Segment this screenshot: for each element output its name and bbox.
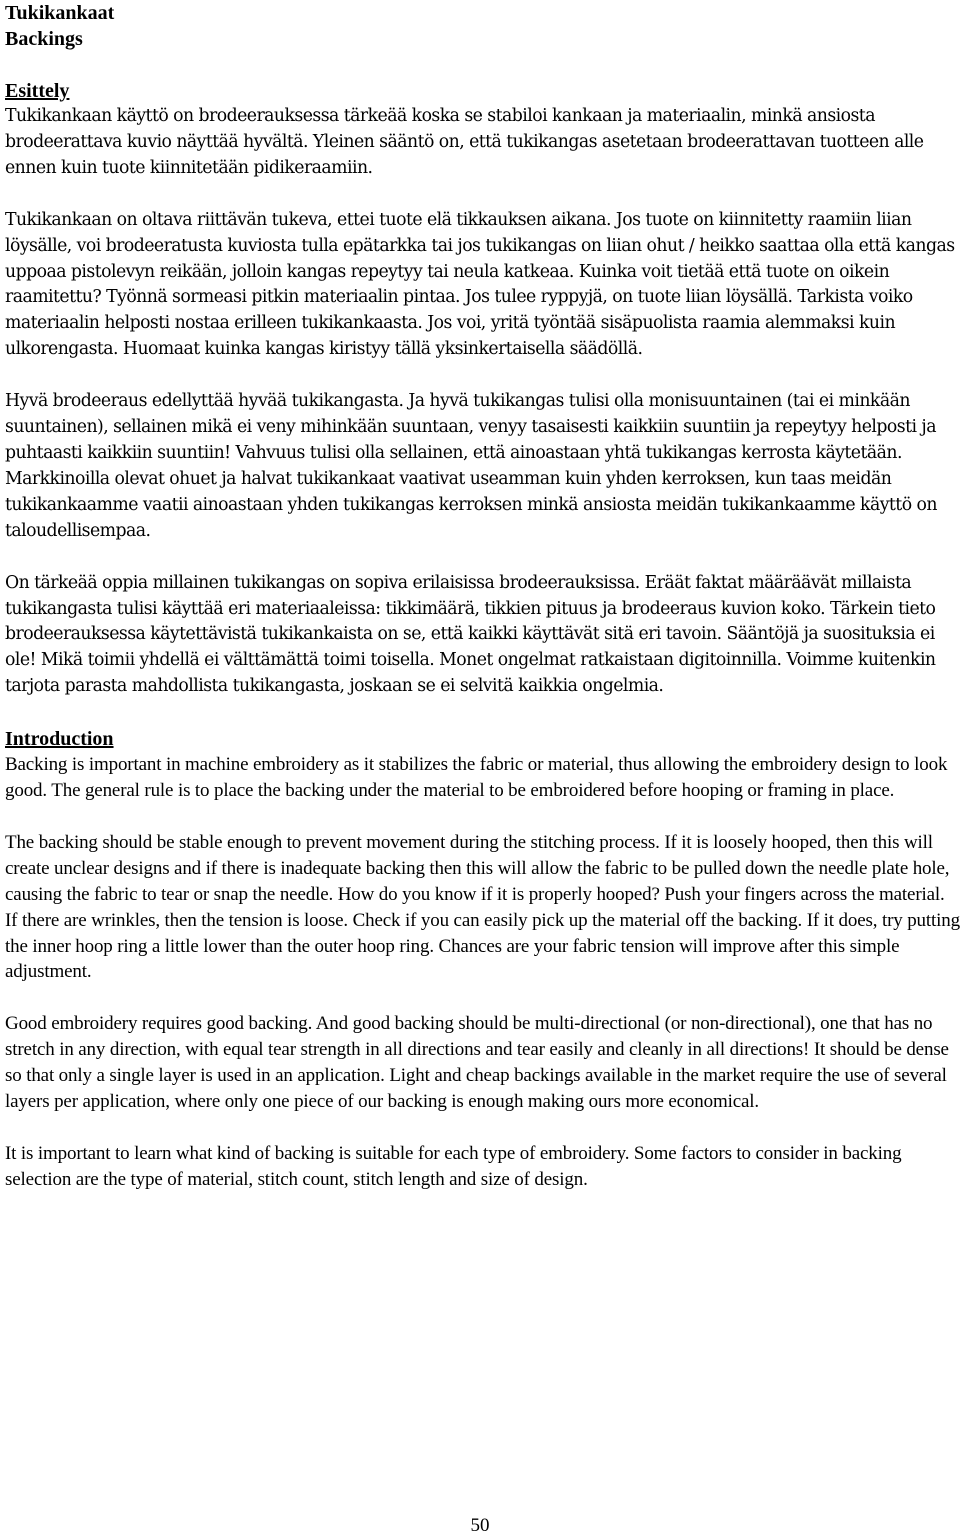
english-paragraph: Good embroidery requires good backing. And good backing should be multi-directional (or non-directional), one that has no stretch in any direction, with equal tear strength in all directions and tear easily and cleanly in all directions! It should be dense so that only a single layer is used in an application. Light and cheap backings available in the market require the use of several layers per application, where only one piece of our backing is enough making ours more economical.	[5, 1013, 949, 1113]
finnish-paragraph: On tärkeää oppia millainen tukikangas on sopiva erilaisissa brodeerauksissa. Eräät faktat määräävät millaista tukikangasta tulisi käyttää eri materiaaleissa: tikkimäärä, tikkien pituus ja brodeeraus kuvion koko. Tärkein tieto brodeerauksessa käytettävistä tukikankaista on se, että kaikki käyttävät sitä eri tavoin. Sääntöjä ja suosituksia ei ole! Mikä toimii yhdellä ei välttämättä toimi toisella. Monet ongelmat ratkaistaan digitoinnilla. Voimme kuitenkin tarjota parasta mahdollista tukikangasta, joskaan se ei selvitä kaikkia ongelmia.	[5, 572, 936, 697]
english-paragraph: The backing should be stable enough to prevent movement during the stitching process. If it is loosely hooped, then this will create unclear designs and if there is inadequate backing then this will allow the fabric to be pulled down the needle plate hole, causing the fabric to tear or snap the needle. How do you know if it is properly hooped? Push your fingers across the material. If there are wrinkles, then the tension is loose. Check if you can easily pick up the material off the backing. If it does, try putting the inner hoop ring a little lower than the outer hoop ring. Chances are your fabric tension will improve after this simple adjustment.	[5, 831, 960, 983]
document-subtitle: Backings	[5, 28, 83, 50]
english-paragraph: It is important to learn what kind of backing is suitable for each type of embroidery. Some factors to consider in backing selection are the type of material, stitch count, stitch length and size of design.	[5, 1143, 902, 1190]
document-title: Tukikankaat	[5, 2, 115, 24]
english-section-heading: Introduction	[5, 728, 114, 751]
finnish-section-heading: Esittely	[5, 80, 70, 102]
finnish-section	[5, 78, 960, 700]
page-number: 50	[470, 1515, 490, 1536]
english-paragraph: Backing is important in machine embroidery as it stabilizes the fabric or material, thus allowing the embroidery design to look good. The general rule is to place the backing under the material to be embroidered before hooping or framing in place.	[5, 754, 948, 802]
title-block	[5, 0, 960, 52]
finnish-paragraph: Tukikankaan on oltava riittävän tukeva, ettei tuote elä tikkauksen aikana. Jos tuote on kiinnitetty raamiin liian löysälle, voi brodeeratusta kuviosta tulla epätarkka tai jos tukikangas on liian ohut / heikko saattaa olla että kangas uppoaa pistolevyn reikään, jolloin kangas repeytyy tai neula katkeaa. Kuinka voit tietää että tuote on oikein raamitettu? Työnnä sormeasi pitkin materiaalin pintaa. Jos tulee ryppyjä, on tuote liian löysällä. Tarkista voiko materiaalin helposti nostaa erilleen tukikankaasta. Jos voi, yritä työntää sisäpuolista raamia alemmaksi kuin ulkorengasta. Huomaat kuinka kangas kiristyy tällä yksinkertaisella säädöllä.	[5, 209, 955, 360]
finnish-paragraph: Hyvä brodeeraus edellyttää hyvää tukikangasta. Ja hyvä tukikangas tulisi olla monisuuntainen (tai ei minkään suuntainen), sellainen mikä ei veny mihinkään suuntaan, venyy tasaisesti kaikkiin suuntiin ja repeytyy helposti ja puhtaasti kaikkiin suuntiin! Vahvuus tulisi olla sellainen, että ainoastaan yhtä tukikangas kerrosta käytetään. Markkinoilla olevat ohuet ja halvat tukikankaat vaativat useamman kuin yhden kerroksen, kun taas meidän tukikankaamme vaatii ainoastaan yhden tukikangas kerroksen minkä ansiosta meidän tukikankaamme käyttö on taloudellisempaa.	[5, 391, 937, 541]
document-page	[5, 0, 960, 1193]
english-section	[5, 726, 960, 1193]
finnish-paragraph: Tukikankaan käyttö on brodeerauksessa tärkeää koska se stabiloi kankaan ja materiaalin, minkä ansiosta brodeerattava kuvio näyttää hyvältä. Yleinen sääntö on, että tukikangas asetetaan brodeerattavan tuotteen alle ennen kuin tuote kiinnitetään pidikeraamiin.	[5, 106, 924, 178]
